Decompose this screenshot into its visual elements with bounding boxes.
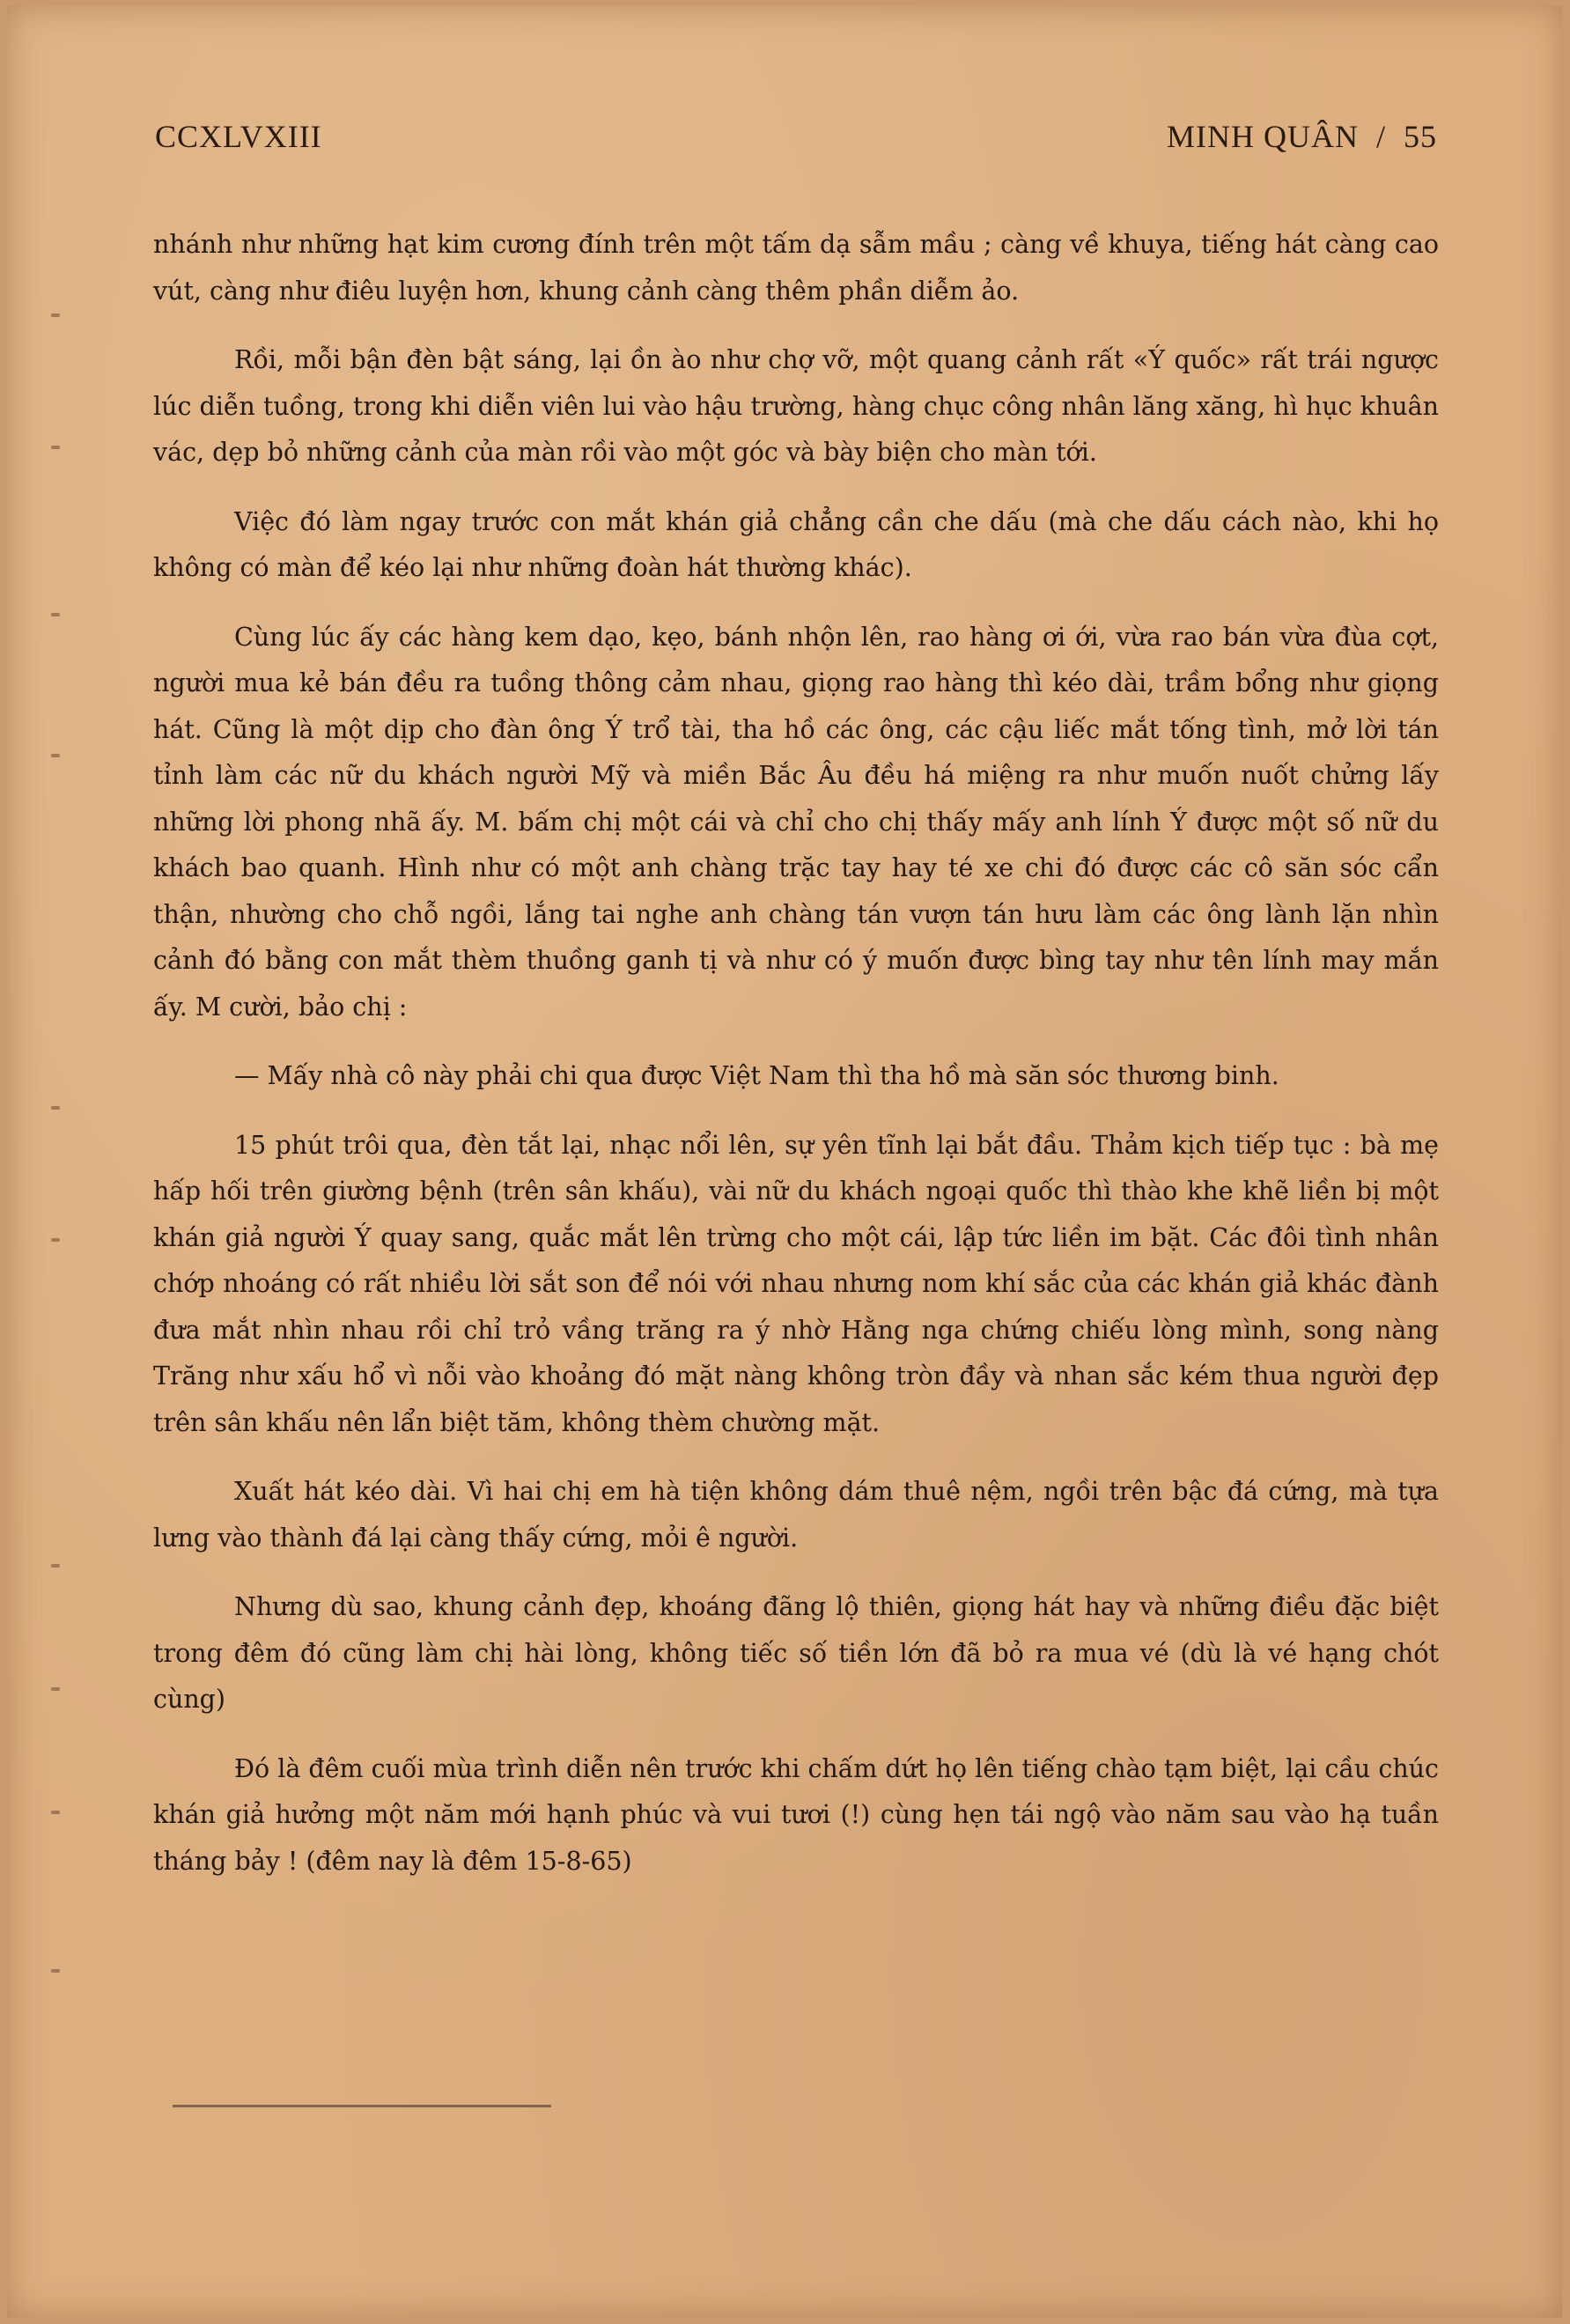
pen-underline-mark [173, 2105, 551, 2107]
running-head-chapter: CCXLVXIII [155, 119, 322, 154]
page-header [155, 118, 1437, 162]
paragraph-3: Việc đó làm ngay trước con mắt khán giả chẳng cần che dấu (mà che dấu cách nào, khi họ không có màn để kéo lại như những đoàn hát thường khác). [153, 506, 1439, 582]
paragraph-2: Rồi, mỗi bận đèn bật sáng, lại ồn ào như chợ vỡ, một quang cảnh rất «Ý quốc» rất trái ngược lúc diễn tuồng, trong khi diễn viên lui vào hậu trường, hàng chục công nhân lăng xăng, hì hục khuân vác, dẹp bỏ những cảnh của màn rồi vào một góc và bày biện cho màn tới. [153, 345, 1439, 467]
paragraph-8: Nhưng dù sao, khung cảnh đẹp, khoáng đãng lộ thiên, giọng hát hay và những điều đặc biệt trong đêm đó cũng làm chị hài lòng, không tiếc số tiền lớn đã bỏ ra mua vé (dù là vé hạng chót cùng) [153, 1592, 1439, 1714]
paragraph-5-dialogue: — Mấy nhà cô này phải chi qua được Việt Nam thì tha hồ mà săn sóc thương binh. [234, 1061, 1279, 1090]
paragraph-4: Cùng lúc ấy các hàng kem dạo, kẹo, bánh nhộn lên, rao hàng ơi ới, vừa rao bán vừa đùa cợt, người mua kẻ bán đều ra tuồng thông cảm nhau, giọng rao hàng thì kéo dài, trầm bổng như giọng hát. Cũng là một dịp cho đàn ông Ý trổ tài, tha hồ các ông, các cậu liếc mắt tống tình, mở lời tán tỉnh làm các nữ du khách người Mỹ và miền Bắc Âu đều há miệng ra như muốn nuốt chửng lấy những lời phong nhã ấy. M. bấm chị một cái và chỉ cho chị thấy mấy anh lính Ý được một số nữ du khách bao quanh. Hình như có một anh chàng trặc tay hay té xe chi đó được các cô săn sóc cẩn thận, nhường cho chỗ ngồi, lắng tai nghe anh chàng tán vượn tán hưu làm các ông lành lặn nhìn cảnh đó bằng con mắt thèm thuồng ganh tị và như có ý muốn được bìng tay như tên lính may mắn ấy. M cười, bảo chị : [153, 622, 1439, 1022]
paragraph-7: Xuất hát kéo dài. Vì hai chị em hà tiện không dám thuê nệm, ngồi trên bậc đá cứng, mà tựa lưng vào thành đá lại càng thấy cứng, mỏi ê người. [153, 1477, 1439, 1553]
paragraph-6: 15 phút trôi qua, đèn tắt lại, nhạc nổi lên, sự yên tĩnh lại bắt đầu. Thảm kịch tiếp tục : bà mẹ hấp hối trên giường bệnh (trên sân khấu), vài nữ du khách ngoại quốc thì thào khe khẽ liền bị một khán giả người Ý quay sang, quắc mắt lên trừng cho một cái, lập tức liền im bặt. Các đôi tình nhân chớp nhoáng có rất nhiều lời sắt son để nói với nhau nhưng nom khí sắc của các khán giả khác đành đưa mắt nhìn nhau rồi chỉ trỏ vầng trăng ra ý nhờ Hằng nga chứng chiếu lòng mình, song nàng Trăng như xấu hổ vì nỗi vào khoảng đó mặt nàng không tròn đầy và nhan sắc kém thua người đẹp trên sân khấu nên lẩn biệt tăm, không thèm chường mặt. [153, 1130, 1439, 1437]
binder-marks [51, 314, 69, 2075]
running-head-title-page-number: MINH QUÂN / 55 [1167, 119, 1437, 154]
paragraph-9: Đó là đêm cuối mùa trình diễn nên trước khi chấm dứt họ lên tiếng chào tạm biệt, lại cầu chúc khán giả hưởng một năm mới hạnh phúc và vui tươi (!) cùng hẹn tái ngộ vào năm sau vào hạ tuần tháng bảy ! (đêm nay là đêm 15-8-65) [153, 1753, 1439, 1876]
body-text [153, 222, 1439, 1885]
paragraph-1: nhánh như những hạt kim cương đính trên một tấm dạ sẫm mầu ; càng về khuya, tiếng hát càng cao vút, càng như điêu luyện hơn, khung cảnh càng thêm phần diễm ảo. [153, 230, 1439, 306]
